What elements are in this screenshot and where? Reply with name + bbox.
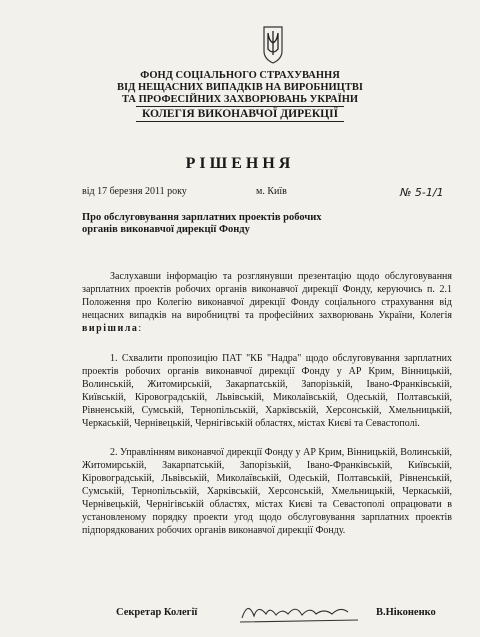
document-date: від 17 березня 2011 року: [82, 186, 187, 197]
handwritten-signature: [236, 596, 366, 626]
org-name-line3: ТА ПРОФЕСІЙНИХ ЗАХВОРЮВАНЬ УКРАЇНИ: [121, 94, 359, 105]
resolution-item-2: 2. Управлінням виконавчої дирекції Фонду у АР Крим, Вінницькій, Волинській, Житомирській, Закарпатській, Запорізькій, Івано-Франківській, Київській, Кіровоградській, Львівській, Миколаївській, Одеській, Полтавській, Рівненській, Сумській, Тернопільській, Харківській, Херсонській, Хмельницькій, Черкаській, Чернівецькій, Чернігівській областях, містах Києві та Севастополі опрацювати в установленому порядку проекти угод щодо обслуговування зарплатних проектів підпорядкованих робочих органів виконавчої дирекції Фонду.: [82, 447, 452, 536]
board-name-text: КОЛЕГІЯ ВИКОНАВЧОЇ ДИРЕКЦІЇ: [136, 106, 344, 122]
preamble-paragraph: [82, 270, 452, 335]
org-name-line1: ФОНД СОЦІАЛЬНОГО СТРАХУВАННЯ: [140, 70, 340, 81]
decision-keyword: вирішила: [82, 323, 139, 334]
board-name: [0, 108, 480, 120]
document-number: № 5-1/1: [400, 186, 444, 199]
document-type-title: РІШЕННЯ: [185, 155, 295, 172]
signatory-name: В.Ніконенко: [376, 607, 436, 618]
document-city: м. Київ: [256, 186, 287, 197]
org-name-line2: ВІД НЕЩАСНИХ ВИПАДКІВ НА ВИРОБНИЦТВІ: [117, 82, 363, 93]
signatory-position: Секретар Колегії: [116, 607, 198, 618]
trident-coat-of-arms-icon: [262, 25, 284, 65]
document-subject: Про обслуговування зарплатних проектів робочих органів виконавчої дирекції Фонду: [82, 212, 322, 235]
resolution-item-1: 1. Схвалити пропозицію ПАТ "КБ "Надра" щодо обслуговування зарплатних проектів робочих органів виконавчої дирекції Фонду у АР Крим, Вінницькій, Волинській, Житомирській, Закарпатській, Запорізькій, Івано-Франківській, Київській, Кіровоградській, Львівській, Миколаївській, Одеській, Полтавській, Рівненській, Сумській, Тернопільській, Харківській, Херсонській, Хмельницькій, Черкаській, Чернівецькій, Чернігівській областях, містах Києві та Севастополі.: [82, 353, 452, 429]
preamble-text: Заслухавши інформацію та розглянувши презентацію щодо обслуговування зарплатних проектів робочих органів виконавчої дирекції Фонду, керуючись п. 2.1 Положення про Колегію виконавчої дирекції Фонду соціального страхування від нещасних випадків на виробництві та професійних захворювань України, Колегія: [82, 271, 452, 321]
preamble-end: :: [138, 323, 142, 334]
